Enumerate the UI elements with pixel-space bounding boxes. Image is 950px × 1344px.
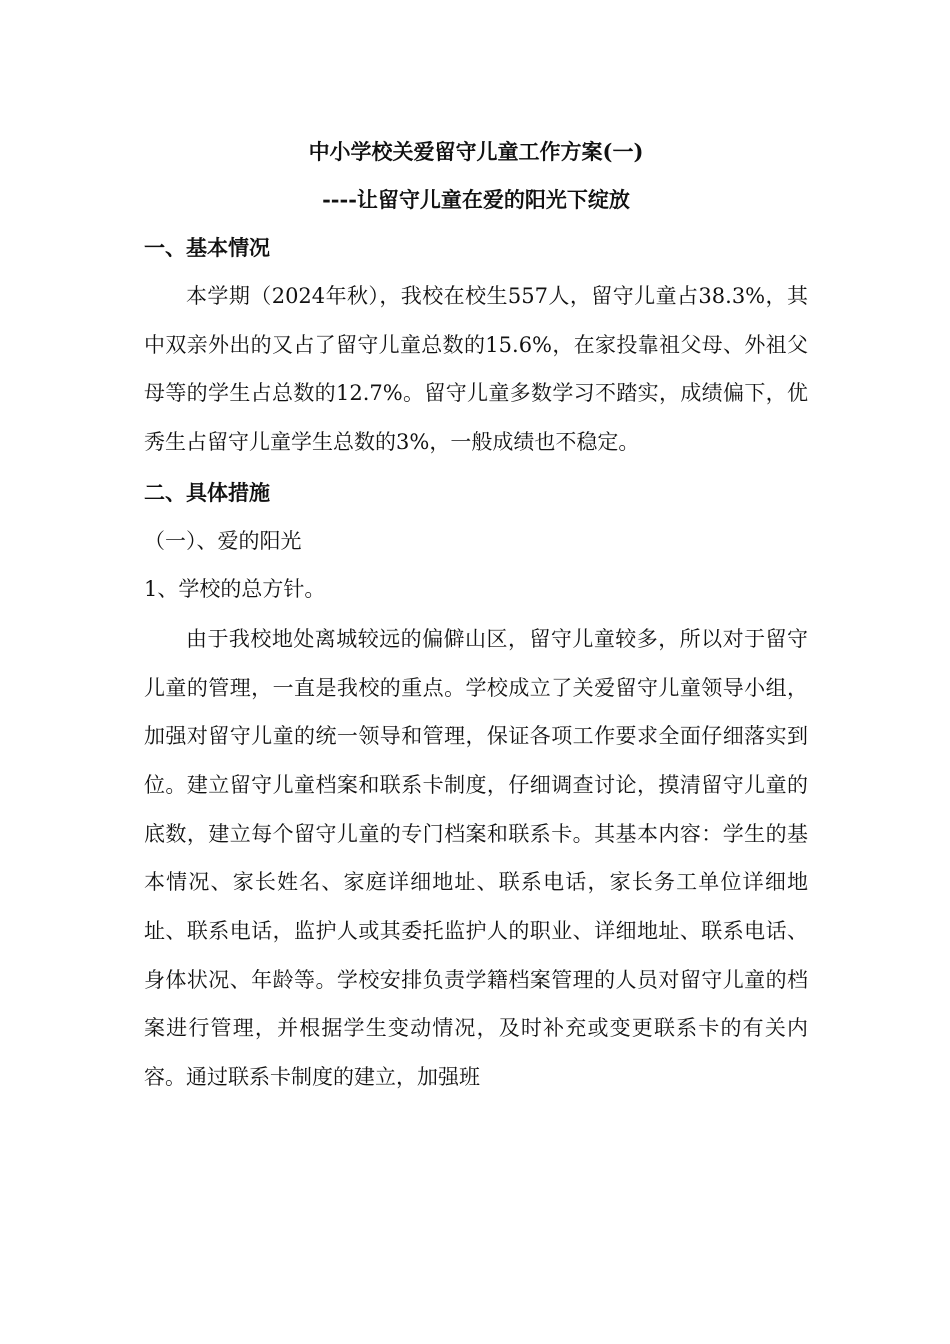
document-title: 中小学校关爱留守儿童工作方案(一) — [308, 139, 644, 164]
item-paragraph-policy: 由于我校地处离城较远的偏僻山区，留守儿童较多，所以对于留守儿童的管理，一直是我校的重点。学校成立了关爱留守儿童领导小组，加强对留守儿童的统一领导和管理，保证各项工作要求全面仔细落实到位。建立留守儿童档案和联系卡制度，仔细调查讨论，摸清留守儿童的底数，建立每个留守儿童的专门档案和联系卡。其基本内容：学生的基本情况、家长姓名、家庭详细地址、联系电话，家长务工单位详细地址、联系电话，监护人或其委托监护人的职业、详细地址、联系电话、身体状况、年龄等。学校安排负责学籍档案管理的人员对留守儿童的档案进行管理，并根据学生变动情况，及时补充或变更联系卡的有关内容。通过联系卡制度的建立，加强班 — [144, 626, 808, 1090]
document-subtitle: ----让留守儿童在爱的阳光下绽放 — [322, 187, 630, 212]
section-paragraph-basic-situation: 本学期（2024年秋），我校在校生557人，留守儿童占38.3%，其中双亲外出的又占了留守儿童总数的15.6%，在家投靠祖父母、外祖父母等的学生占总数的12.7%。留守儿童多数学习不踏实，成绩偏下，优秀生占留守儿童学生总数的3%，一般成绩也不稳定。 — [144, 284, 808, 455]
item-heading-policy: 1、学校的总方针。 — [144, 576, 326, 601]
document-body — [144, 128, 808, 1102]
section-heading-measures: 二、具体措施 — [144, 479, 270, 505]
section-heading-basic-situation: 一、基本情况 — [144, 235, 270, 260]
subsection-heading-sunshine: （一）、爱的阳光 — [144, 528, 302, 553]
